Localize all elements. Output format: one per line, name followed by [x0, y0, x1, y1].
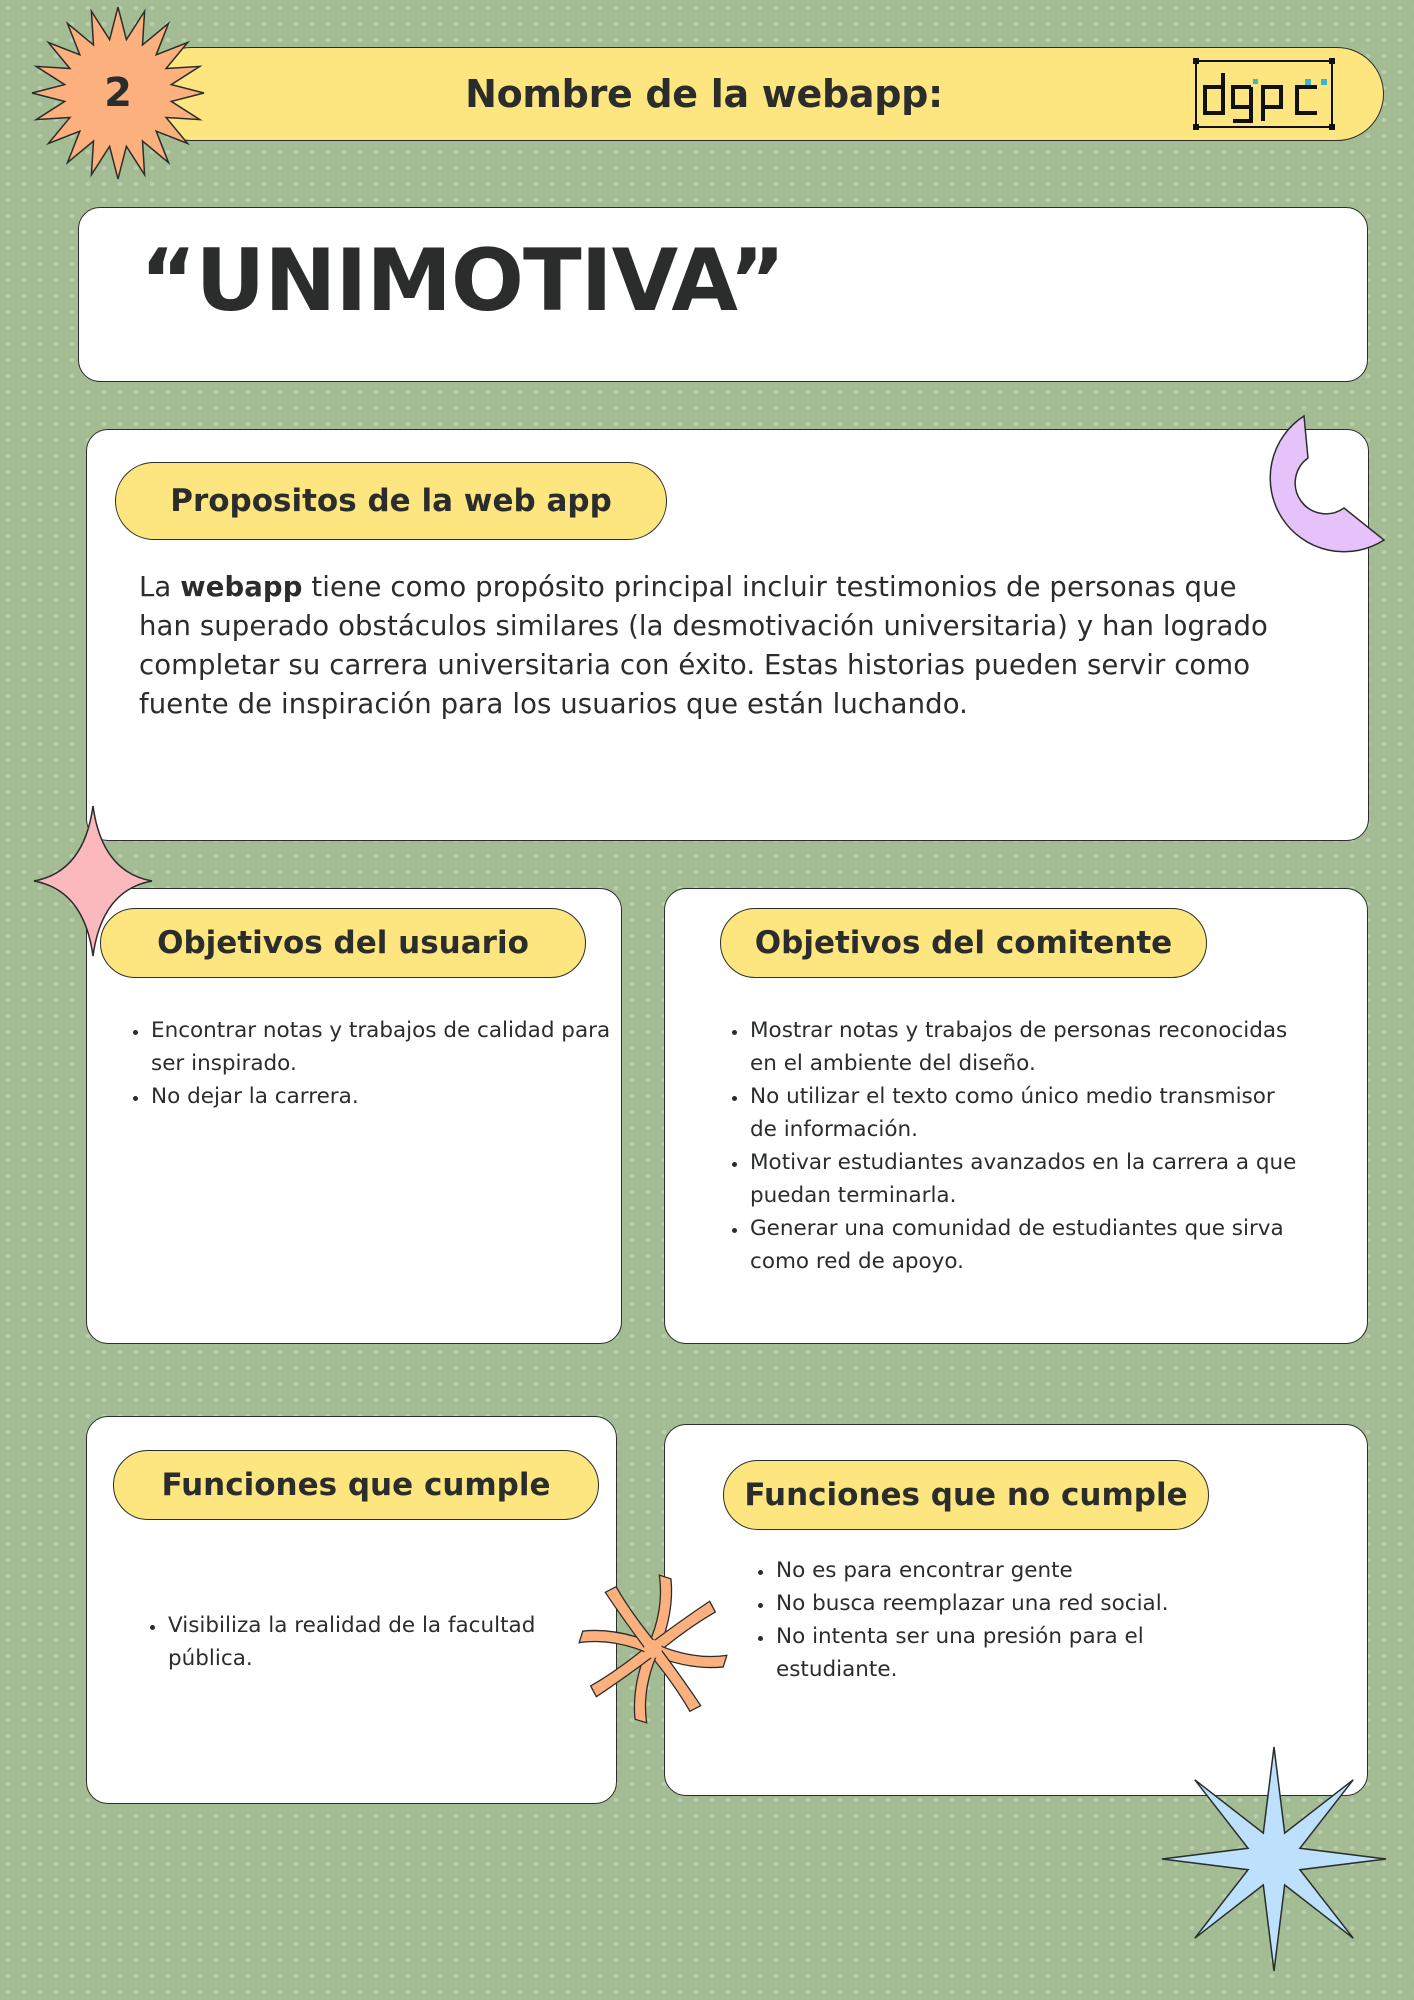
list-item: • No es para encontrar gente	[774, 1554, 1244, 1587]
page-number-badge	[30, 5, 206, 181]
purpose-text-bold: webapp	[180, 571, 303, 603]
app-name: “UNIMOTIVA”	[140, 231, 785, 331]
list-item: • No utilizar el texto como único medio transmisor de información.	[748, 1080, 1298, 1146]
dgpc-logo	[1193, 57, 1335, 131]
list-item: • Generar una comunidad de estudiantes que sirva como red de apoyo.	[748, 1212, 1298, 1278]
user-goals-list	[125, 1014, 619, 1113]
blue-star-decoration	[1160, 1745, 1388, 1973]
client-goals-list	[724, 1014, 1298, 1278]
dgpc-logo-graphic	[1193, 57, 1335, 131]
functions-no-list	[750, 1554, 1244, 1686]
eight-point-star-icon	[1160, 1745, 1388, 1973]
purpose-text	[139, 568, 1279, 724]
functions-yes-heading: Funciones que cumple	[113, 1450, 599, 1520]
four-point-star-icon	[32, 804, 154, 958]
list-item: • No intenta ser una presión para el estudiante.	[774, 1620, 1244, 1686]
client-goals-heading: Objetivos del comitente	[720, 908, 1207, 978]
list-item: • No dejar la carrera.	[149, 1080, 619, 1113]
pink-star-decoration	[32, 804, 154, 958]
functions-yes-list	[142, 1609, 606, 1675]
purpose-text-start: La	[139, 571, 181, 603]
list-item: • No busca reemplazar una red social.	[774, 1587, 1244, 1620]
list-item: • Visibiliza la realidad de la facultad pública.	[166, 1609, 606, 1675]
arc-shape-icon	[1258, 410, 1388, 560]
functions-no-heading: Funciones que no cumple	[723, 1460, 1209, 1530]
purpose-text-rest: tiene como propósito principal incluir testimonios de personas que han superado obstáculos similares (la desmotivación universitaria) y han logrado completar su carrera universitaria con éxito. Estas historias pueden servir como fuente de inspiración para los usuarios que están luchando.	[139, 571, 1268, 720]
header-title: Nombre de la webapp:	[465, 72, 943, 116]
purpose-heading: Propositos de la web app	[115, 462, 667, 540]
asterisk-decoration	[574, 1570, 732, 1728]
list-item: • Encontrar notas y trabajos de calidad para ser inspirado.	[149, 1014, 619, 1080]
user-goals-heading: Objetivos del usuario	[100, 908, 586, 978]
list-item: • Motivar estudiantes avanzados en la carrera a que puedan terminarla.	[748, 1146, 1298, 1212]
list-item: • Mostrar notas y trabajos de personas reconocidas en el ambiente del diseño.	[748, 1014, 1298, 1080]
page-number: 2	[104, 70, 132, 116]
asterisk-icon	[574, 1570, 732, 1728]
arc-decoration	[1258, 410, 1388, 560]
